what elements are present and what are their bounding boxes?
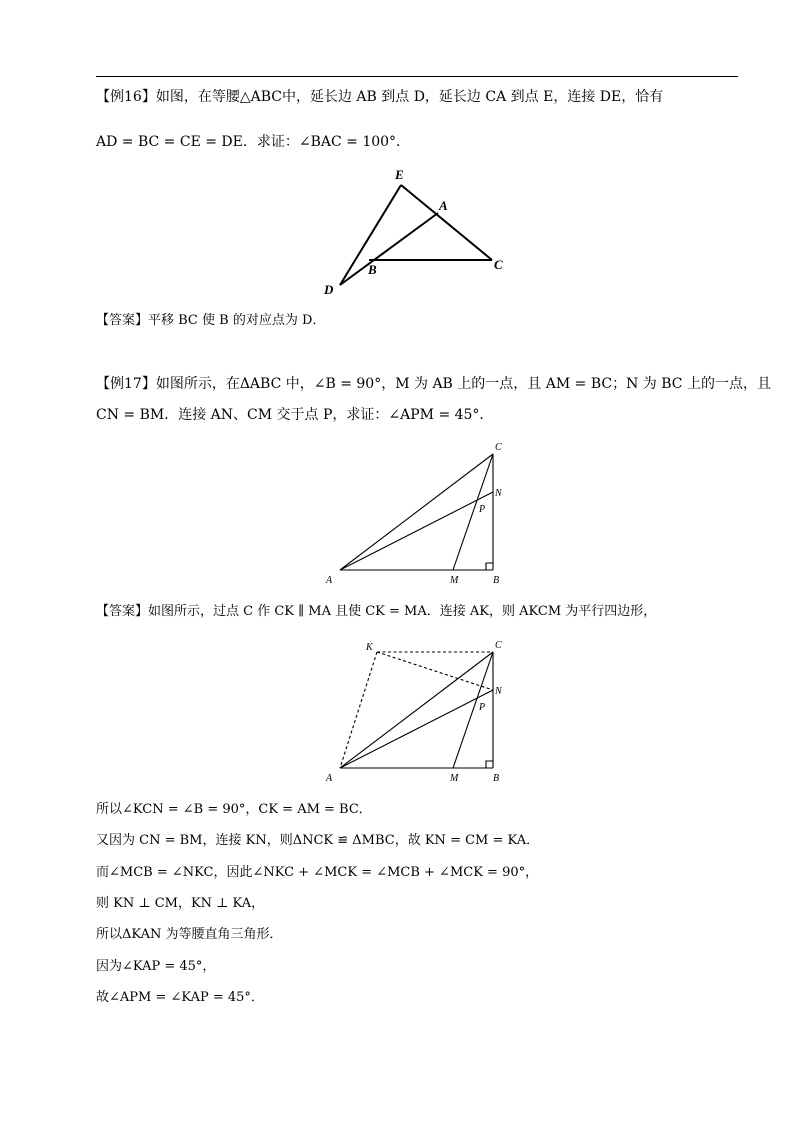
ex16-statement-line1: 【例16】如图，在等腰△ABC中，延长边 AB 到点 D，延长边 CA 到点 E，连接 DE，恰有: [96, 89, 664, 105]
label-N: N: [495, 488, 502, 499]
label-P: P: [479, 504, 486, 515]
label-C: C: [494, 257, 503, 272]
label-A: A: [326, 575, 333, 586]
ex17-step-2: 又因为 CN = BM，连接 KN，则ΔNCK ≌ ΔMBC，故 KN = CM = KA．: [96, 833, 540, 848]
segment-KA-dashed: [340, 652, 377, 768]
label-M: M: [450, 773, 459, 784]
segment-KN-dashed: [377, 652, 493, 690]
ex17-statement-line1: 【例17】如图所示，在ΔABC 中，∠B = 90°，M 为 AB 上的一点，且 AM = BC；N 为 BC 上的一点，且: [96, 376, 771, 392]
ex16-answer: 【答案】平移 BC 使 B 的对应点为 D．: [96, 313, 326, 328]
label-K: K: [366, 642, 373, 653]
segment-AC: [340, 454, 493, 570]
segment-AC: [340, 652, 493, 768]
right-angle-mark: [486, 563, 493, 570]
label-D: D: [324, 282, 334, 297]
ex17-figure-2: [320, 636, 520, 786]
label-A: A: [326, 773, 333, 784]
label-P: P: [479, 702, 486, 713]
label-N: N: [495, 686, 502, 697]
label-B: B: [368, 262, 377, 277]
segment-MC: [453, 652, 493, 768]
ex16-statement-line2: AD = BC = CE = DE．求证：∠BAC = 100°．: [96, 134, 411, 150]
label-E: E: [395, 167, 404, 182]
ex17-step-1: 所以∠KCN = ∠B = 90°，CK = AM = BC．: [96, 802, 372, 817]
ex17-answer-intro: 【答案】如图所示，过点 C 作 CK ∥ MA 且使 CK = MA．连接 AK，则 AKCM 为平行四边形，: [96, 604, 657, 619]
segment-AN: [340, 690, 493, 768]
label-M: M: [450, 575, 459, 586]
segment-DA: [340, 213, 438, 285]
header-rule: [96, 76, 738, 77]
label-C: C: [495, 442, 502, 453]
ex17-step-3: 而∠MCB = ∠NKC，因此∠NKC + ∠MCK = ∠MCB + ∠MCK = 90°，: [96, 865, 539, 880]
ex17-statement-line2: CN = BM．连接 AN、CM 交于点 P，求证：∠APM = 45°．: [96, 407, 494, 423]
label-B: B: [493, 575, 500, 586]
segment-AN: [340, 492, 493, 570]
ex17-figure-1: [320, 438, 520, 588]
ex17-step-5: 所以ΔKAN 为等腰直角三角形．: [96, 927, 283, 942]
ex17-step-7: 故∠APM = ∠KAP = 45°．: [96, 990, 264, 1005]
ex16-figure: [320, 165, 520, 300]
segment-EC: [401, 185, 492, 260]
segment-MC: [453, 454, 493, 570]
label-C: C: [495, 640, 502, 651]
ex17-step-4: 则 KN ⊥ CM，KN ⊥ KA，: [96, 896, 265, 911]
right-angle-mark: [486, 761, 493, 768]
ex17-step-6: 因为∠KAP = 45°，: [96, 959, 216, 974]
label-B: B: [493, 773, 500, 784]
label-A: A: [439, 198, 448, 213]
